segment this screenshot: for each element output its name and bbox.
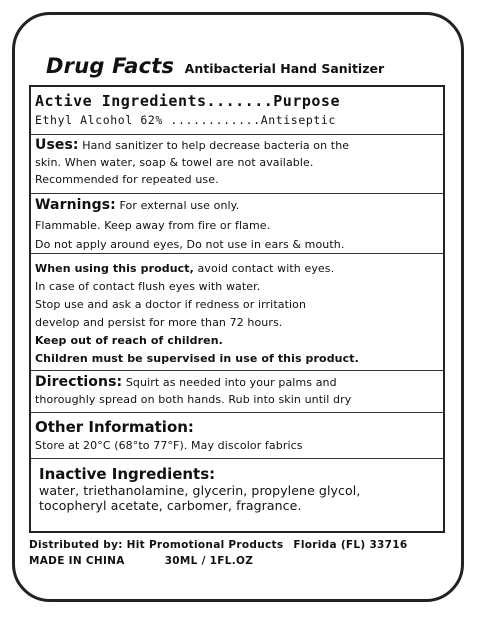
product-name: Antibacterial Hand Sanitizer: [184, 61, 385, 76]
when-using-line-2: In case of contact flush eyes with water.: [35, 280, 261, 293]
inactive-ingredients-line-2: tocopheryl acetate, carbomer, fragrance.: [39, 498, 302, 513]
country-of-origin: MADE IN CHINA: [29, 555, 125, 567]
other-information-heading: Other Information:: [35, 418, 194, 436]
uses-heading: Uses:: [35, 137, 79, 153]
when-using-line-3: Stop use and ask a doctor if redness or irritation: [35, 298, 307, 311]
distributor-location: Florida (FL) 33716: [293, 539, 408, 551]
active-ingredients-heading: Active Ingredients.......Purpose: [35, 92, 340, 110]
warnings-section: [31, 194, 443, 254]
when-using-line-5: Keep out of reach of children.: [35, 334, 223, 347]
uses-section: [31, 135, 443, 194]
net-volume: 30ML / 1FL.OZ: [164, 555, 254, 567]
active-ingredient-line: Ethyl Alcohol 62% ............Antiseptic: [35, 113, 336, 127]
inactive-ingredients-line-1: water, triethanolamine, glycerin, propylene glycol,: [39, 483, 361, 498]
warnings-line-1: For external use only.: [119, 199, 240, 212]
active-ingredients-section: [31, 87, 443, 135]
uses-line-2: skin. When water, soap & towel are not available.: [35, 156, 314, 169]
uses-line-1: Hand sanitizer to help decrease bacteria on the: [82, 139, 350, 152]
directions-line-2: thoroughly spread on both hands. Rub into skin until dry: [35, 393, 352, 406]
other-information-line: Store at 20°C (68°to 77°F). May discolor fabrics: [35, 439, 303, 452]
when-using-section: [31, 254, 443, 371]
drug-facts-panel: [29, 85, 445, 533]
directions-section: [31, 371, 443, 413]
drug-facts-header: [46, 54, 384, 78]
label-footer: [29, 537, 449, 569]
inactive-ingredients-heading: Inactive Ingredients:: [39, 465, 216, 483]
distributor: Distributed by: Hit Promotional Products: [29, 539, 284, 551]
warnings-line-3: Do not apply around eyes, Do not use in ears & mouth.: [35, 238, 345, 251]
when-using-line-6: Children must be supervised in use of this product.: [35, 352, 359, 365]
directions-line-1: Squirt as needed into your palms and: [125, 376, 337, 389]
directions-heading: Directions:: [35, 374, 123, 390]
drug-facts-title: Drug Facts: [46, 54, 175, 78]
inactive-ingredients-section: [31, 459, 443, 531]
when-using-heading: When using this product,: [35, 262, 194, 275]
when-using-line-1: avoid contact with eyes.: [197, 262, 335, 275]
when-using-line-4: develop and persist for more than 72 hours.: [35, 316, 283, 329]
uses-line-3: Recommended for repeated use.: [35, 173, 219, 186]
warnings-line-2: Flammable. Keep away from fire or flame.: [35, 219, 271, 232]
other-information-section: [31, 413, 443, 459]
warnings-heading: Warnings:: [35, 197, 116, 213]
